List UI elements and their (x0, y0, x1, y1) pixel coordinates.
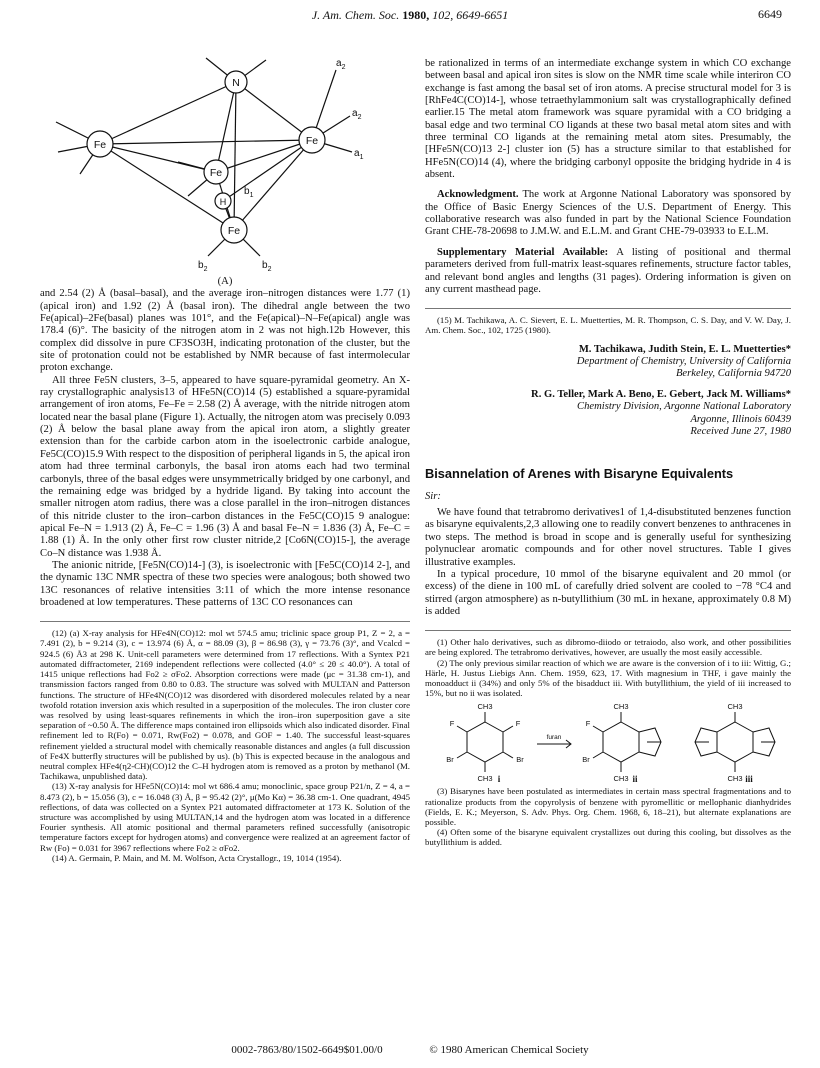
label-b2: $b_2$ (198, 260, 208, 273)
ch3-label: CH3 (613, 702, 629, 712)
footnote: (15) M. Tachikawa, A. C. Sievert, E. L. Muetterties, M. R. Thompson, C. S. Day, and V. W. Day, J. Am. Chem. Soc., 102, 1725 (1980). (425, 315, 791, 336)
left-column (40, 44, 410, 863)
ch3-label: CH3 (477, 702, 493, 712)
label-a2: $a_2$ (336, 58, 346, 71)
f-label: F (585, 719, 591, 729)
label-a2: $a_2$ (352, 108, 362, 121)
paragraph: The anionic nitride, [Fe5N(CO)14-] (3), is isoelectronic with [Fe5C(CO)14 2-], and the dynamic 13C NMR spectra of these two species were analogous; both showed two 13C resonances of relative intensities 3:11 of which the more intense resonance broadened at low temperatures. These patterns of 13C CO resonances can (40, 559, 410, 608)
paragraph: and 2.54 (2) Å (basal–basal), and the average iron–nitrogen distances were 1.77 (1) (apical iron) and 1.92 (2) Å (basal iron). The dihedral angle between the two Fe(apical)–2Fe(basal) planes was 101°, and the Fe(apical)–N–Fe(apical) angle was 178.4 (6)°. The basicity of the nitrogen atom in 2 was not high.12b However, this complex did dissolve in pure CF3SO3H, indicating protonation of the cluster, but the site of protonation could not be established by NMR because of fast intermolecular proton exchange. (40, 288, 410, 374)
br-label: Br (446, 755, 454, 765)
acknowledgment-text: The work at Argonne National Laboratory was sponsored by the Office of Basic Energy Sciences of the U.S. Department of Energy. This collaborative research was also funded in part by the National Science Foundation Grant CHE-78-20698 to J.M.W. and E.L.M. and Grant CHE-79-03933 to E.L.M. (425, 189, 791, 238)
footnote: (1) Other halo derivatives, such as dibromo-diiodo or tetraiodo, also work, and other possibilities are being explored. The tetrabromo derivatives, however, are usually the most easily accessible. (425, 637, 791, 658)
paragraph: All three Fe5N clusters, 3–5, appeared to have square-pyramidal geometry. An X-ray crystallographic analysis13 of HFe5N(CO)14 (5) established a square-pyramidal arrangement of iron atoms, Fe–Fe = 2.58 (2) Å average, with the nitride nitrogen atom located near the basal plane (Figure 1). Actually, the nitrogen atom was precisely 0.093 (2) Å below the basal plane away from the apical iron atom, a slightly greater extension than for the carbide carbon atom in the isoelectronic carbide analogue, Fe5C(CO)15.9 With respect to the disposition of peripheral ligands in 5, the apical iron atom had three terminal carbonyls, the basal iron atoms each had two terminal carbonyls, three of the basal edges were unsymmetrically bridged by one carbonyl, and the remaining edge was bridged by a hydride ligand. By taking into account the smaller nitrogen atom radius, there was a close parallel in the iron–nitrogen distances of this nitride cluster to the iron–carbon distances in the Fe5C(CO)15 9 analogue: apical Fe–N = 1.913 (2) Å, Fe–C = 1.96 (3) Å and basal Fe–N = 1.836 (3) Å, Fe–C = 1.88 (1) Å. In the only other first row cluster nitride,2 [Co6N(CO)15-], the average Co–N distance was 1.938 Å. (40, 374, 410, 559)
compound-iii-label: iii (745, 774, 753, 785)
footnote: (12) (a) X-ray analysis for HFe4N(CO)12: mol wt 574.5 amu; triclinic space group P1, Z = 2, a = 7.491 (2), b = 9.214 (3), c = 13.974 (6) Å, α = 88.09 (3), β = 86.98 (3), γ = 73.76 (3)°, and Vcalcd = 924.5 (6) Å3 at 298 K. Unit-cell parameters were determined from 17 reflections. With a Syntex P21 automated diffractometer, 2169 independent reflections were collected (4.0° ≤ 2θ ≤ 40.0°). A total of 1415 unique reflections had Fo2 ≥ σFo2. Absorption corrections were made (μc = 31.38 cm-1), and transmission factors ranged from 0.80 to 0.83. The structure was solved with MULTAN and Patterson functions. The structure of HFe4N(CO)12 was disordered with disordered molecules related by a near twofold rotation inversion axis which resulted in a superposition of the molecules. The iron cluster core was resolved by using least-squares refinements in which the iron–iron superposition gave a site separation of ~0.50 Å. The difference maps contained iron ellipsoids which also indicated disorder. Final refinement led to R(Fo) = 0.071, Rw(Fo2) = 0.078, and GOF = 1.40. The successful least-squares refinement yielded a structural model with chemically reasonable distances and angles (a full discussion of Fe4X butterfly structures will be published by us). (b) This is expected because in the analogous and neutral complex HFe4(η2-CH)(CO)12 the C–H hydrogen atom is removed as a proton by methanol (M. Tachikawa, unpublished data). (40, 628, 410, 782)
author-block-1 (425, 344, 791, 381)
acknowledgment (425, 189, 791, 238)
figure-caption: (A) (217, 276, 233, 287)
footnote: (14) A. Germain, P. Main, and M. M. Wolfson, Acta Crystallogr., 19, 1014 (1954). (52, 852, 342, 863)
ch3-label: CH3 (613, 774, 629, 784)
received-date: Received June 27, 1980 (690, 426, 791, 438)
paragraph: be rationalized in terms of an intermediate exchange system in which CO exchange between basal and apical iron sites is slow on the NMR time scale while interiron CO exchange is fast among the basal set of iron atoms. A precise structural model for 3 is [RhFe4C(CO)14-], whose tetraethylammonium salt was crystallographically defined earlier.15 The metal atom framework was square pyramidal with a CO bridging a basal edge and two terminal CO ligands at these two basal metal atom sites and with three terminal CO ligands at the remaining metal atom sites. Presumably, the [HFe5N(CO)13 2-] cluster ion (5) has a structure similar to that established for HFe5N(CO)14 (4), where the bridging carbonyl opposite the bridging hydride in 4 is absent. (425, 58, 791, 181)
salutation: Sir: (425, 490, 441, 502)
br-label: Br (582, 755, 590, 765)
label-a1: $a_1$ (354, 148, 364, 161)
ch3-label: CH3 (727, 774, 743, 784)
supplementary-text: A listing of positional and thermal parameters derived from full-matrix least-squares refinements, structure factor tables, and relevant bond angles and lengths (31 pages). Ordering information is given on any current masthead page. (425, 246, 791, 295)
atom-fe-label: Fe (305, 135, 319, 147)
compound-ii-label: ii (632, 774, 638, 785)
journal-year: 1980, (402, 8, 430, 22)
compound-i-label: i (497, 774, 501, 785)
atom-n-label: N (232, 77, 240, 89)
footnotes-left (40, 621, 410, 863)
cluster-structure-drawing (40, 44, 410, 276)
journal-name: J. Am. Chem. Soc. (311, 8, 400, 22)
article-code: 0002-7863/80/1502-6649$01.00/0 (231, 1044, 383, 1056)
author-names: R. G. Teller, Mark A. Beno, E. Gebert, Jack M. Williams* (531, 388, 791, 400)
affiliation: Chemistry Division, Argonne National Laboratory (577, 401, 791, 413)
acknowledgment-heading: Acknowledgment. (437, 189, 519, 201)
supplementary-heading: Supplementary Material Available: (437, 246, 609, 258)
ch3-label: CH3 (477, 774, 493, 784)
footnote: (2) The only previous similar reaction of which we are aware is the conversion of i to iii: Wittig, G.; Härle, H. Justus Liebigs Ann. Chem. 1959, 623, 17. With magnesium in THF, i gave mainly the monoadduct ii (34%) and only 5% of the bisadduct iii. With butyllithium, the yield of iii increased to 15%, but no ii was isolated. (425, 657, 791, 699)
br-label: Br (516, 755, 524, 765)
right-column (425, 58, 791, 848)
scheme-drawing (425, 698, 791, 786)
author-names: M. Tachikawa, Judith Stein, E. L. Muetterties* (578, 343, 791, 355)
affiliation: Department of Chemistry, University of California (576, 356, 791, 367)
label-b1: $b_1$ (244, 186, 254, 199)
article-title: Bisannelation of Arenes with Bisaryne Equivalents (425, 466, 734, 482)
f-label: F (515, 719, 521, 729)
affiliation: Berkeley, California 94720 (675, 368, 791, 380)
reagent-label: furan (546, 734, 562, 742)
copyright: © 1980 American Chemical Society (429, 1044, 589, 1056)
page-footer (0, 1044, 820, 1056)
atom-fe-label: Fe (209, 167, 223, 179)
reaction-scheme (425, 698, 791, 786)
atom-fe-label: Fe (227, 225, 241, 237)
figure-a (40, 44, 410, 276)
paragraph: We have found that tetrabromo derivatives1 of 1,4-disubstituted benzenes function as bisaryne equivalents,2,3 allowing one to readily convert benzenes to anthracenes in two steps. The method is broad in scope and is generally useful for synthesizing polynuclear aromatic compounds and for other novel structures. Table I gives illustrative examples. (425, 507, 791, 568)
running-header (0, 8, 820, 23)
footnote: (3) Bisarynes have been postulated as intermediates in certain mass spectral fragmentations and to rationalize products from the copyrolysis of benzene with pyromellitic or mellophanic dianhydrides (Fields, E. K.; Meyerson, S. Adv. Phys. Org. Chem. 1968, 6, 18–21), but alternate explanations are possible. (425, 786, 791, 828)
footnote: (13) X-ray analysis for HFe5N(CO)14: mol wt 686.4 amu; monoclinic, space group P21/n, Z = 4, a = 8.473 (2), b = 15.056 (3), c = 16.048 (3) Å, β = 95.42 (2)°, μ(Mo Kα) = 36.38 cm-1. One quadrant, 4945 reflections, of data was collected on a Syntex P21 automated diffractometer at 173 K. Solution of the structure was accomplished by using MULTAN,14 and the hydrogen atom was located in a difference Fourier synthesis. All atomic positional and thermal parameters refined successfully (anisotropic temperature factors except for hydrogen atoms) and convergence were realized at an agreement factor of Rw (Fo) = 0.031 for 3967 reflections where Fo2 ≥ σFo2. (40, 781, 410, 853)
page-number: 6649 (758, 7, 782, 21)
atom-h-label: H (219, 197, 227, 207)
label-b2: $b_2$ (262, 260, 272, 273)
paragraph: In a typical procedure, 10 mmol of the bisaryne equivalent and 20 mmol (or excess) of the diene in 100 mL of carefully dried solvent are cooled to −78 °C4 and stirred (argon atmosphere) as n-butyllithium (30 mL in hexane, approximately 0.8 M) is added (425, 568, 791, 617)
author-block-2 (425, 389, 791, 439)
supplementary-material (425, 247, 791, 296)
footnote: (4) Often some of the bisaryne equivalent crystallizes out during this cooling, but dissolves as the butyllithium is added. (425, 827, 791, 848)
ch3-label: CH3 (727, 702, 743, 712)
atom-fe-label: Fe (93, 139, 107, 151)
volume-pages: 102, 6649-6651 (432, 8, 509, 22)
reference-15 (425, 308, 791, 335)
footnotes-right (425, 630, 791, 847)
f-label: F (449, 719, 455, 729)
affiliation: Argonne, Illinois 60439 (690, 413, 791, 425)
